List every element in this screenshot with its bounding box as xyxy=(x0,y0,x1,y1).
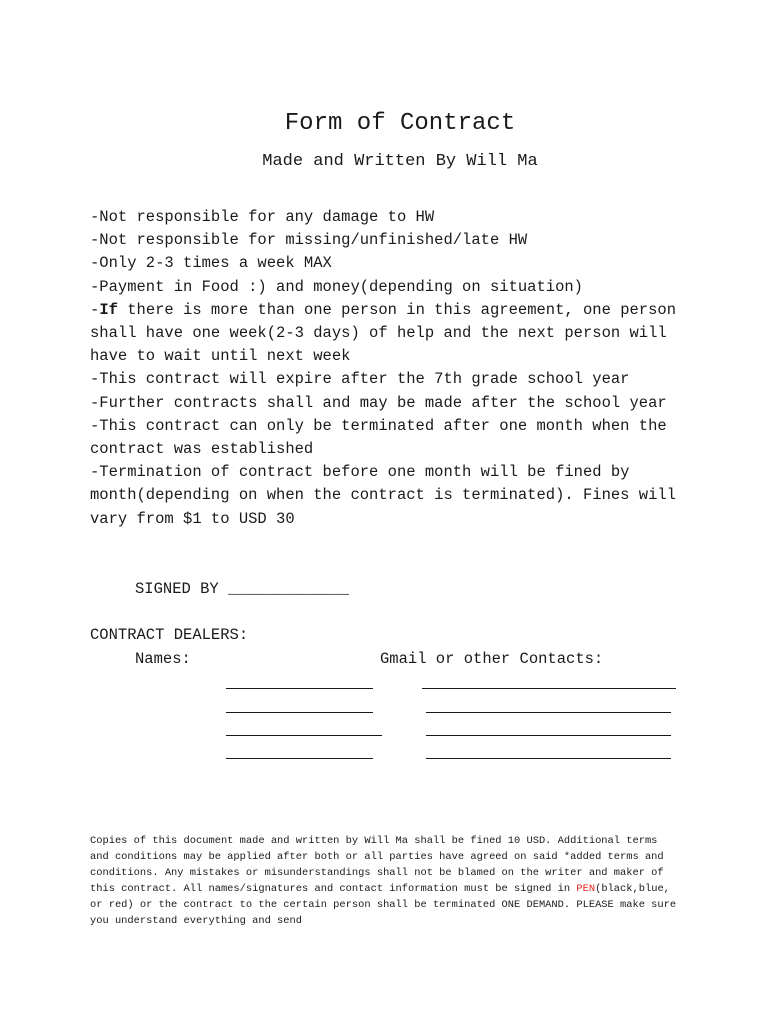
contact-line[interactable] xyxy=(426,712,671,713)
contact-line[interactable] xyxy=(426,758,671,759)
term-text: -Payment in Food :) and money(depending on situation) xyxy=(90,277,583,296)
term-text: -This contract will expire after the 7th grade school year xyxy=(90,370,630,389)
term-bold-word: If xyxy=(99,300,118,319)
term-item xyxy=(90,229,690,252)
signed-by-line[interactable]: SIGNED BY _____________ xyxy=(135,580,349,598)
term-text: -This contract can only be terminated after one month when the contract was established xyxy=(90,416,667,459)
page-subtitle: Made and Written By Will Ma xyxy=(262,152,538,171)
term-item xyxy=(90,299,690,369)
term-item xyxy=(90,368,690,391)
term-text: -Only 2-3 times a week MAX xyxy=(90,254,332,273)
term-item xyxy=(90,276,690,299)
term-item xyxy=(90,392,690,415)
term-item xyxy=(90,415,690,461)
name-line[interactable] xyxy=(226,758,373,759)
terms-list xyxy=(90,206,690,531)
fine-print-text: Copies of this document made and written by Will Ma shall be fined 10 USD. Additional terms and conditions may be applied after both or all parties have agreed on said *added terms and conditions. Any mistakes or misunderstandings shall not be blamed on the writer and maker of this contract. All names/signatures and contact information must be signed in xyxy=(90,835,664,895)
term-prefix: - xyxy=(90,300,100,319)
page-title: Form of Contract xyxy=(284,110,516,137)
term-text: -Not responsible for any damage to HW xyxy=(90,208,435,226)
term-text: -Not responsible for missing/unfinished/late HW xyxy=(90,231,528,250)
contacts-column-label: Gmail or other Contacts: xyxy=(380,650,604,668)
name-line[interactable] xyxy=(226,735,382,736)
term-text: -Further contracts shall and may be made after the school year xyxy=(90,393,667,412)
term-item xyxy=(90,206,690,229)
pen-highlight-word: PEN xyxy=(576,883,596,895)
term-text: -Termination of contract before one month will be fined by month(depending on when the contract is terminated). Fines will vary from $1 to USD 30 xyxy=(90,463,676,528)
contact-line[interactable] xyxy=(422,688,676,689)
names-column-label: Names: xyxy=(135,650,191,668)
contract-dealers-heading: CONTRACT DEALERS: xyxy=(90,626,249,644)
name-line[interactable] xyxy=(226,688,373,689)
term-text: there is more than one person in this agreement, one person shall have one week(2-3 days) of help and the next person will have to wait until next week xyxy=(90,300,677,366)
contact-line[interactable] xyxy=(426,735,671,736)
fine-print-text: (black,blue, or red) or the contract to the certain person shall be terminated ONE DEMAND. PLEASE make sure you understand everything and send xyxy=(90,883,677,927)
fine-print xyxy=(90,833,680,929)
term-item xyxy=(90,461,690,531)
term-item xyxy=(90,252,690,275)
name-line[interactable] xyxy=(226,712,373,713)
